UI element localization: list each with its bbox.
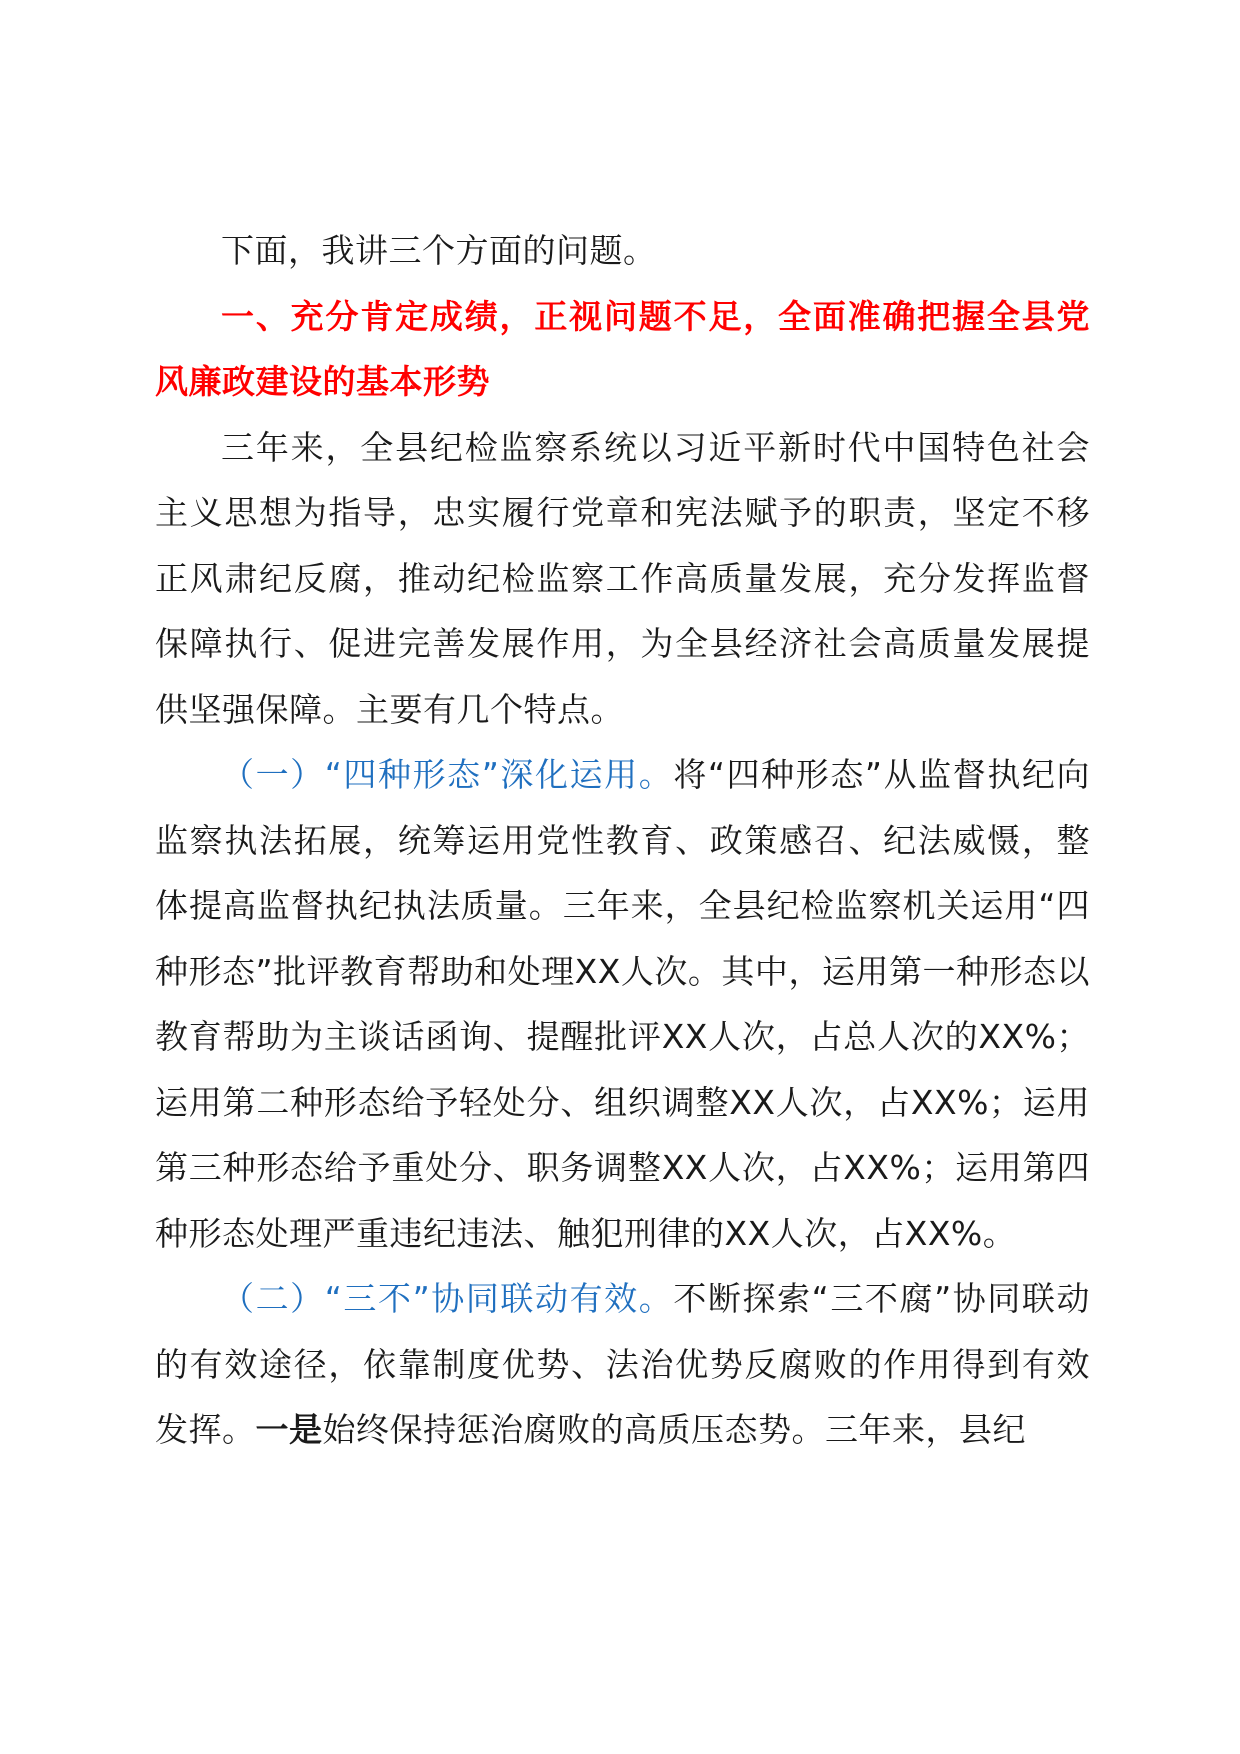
subsection-1-title: （一）“四种形态”深化运用。 <box>221 755 674 794</box>
document-page <box>155 218 1090 1463</box>
intro-paragraph: 下面，我讲三个方面的问题。 <box>221 231 657 270</box>
subsection-2-body: 不断探索“三不腐”协同联动的有效途径，依靠制度优势、法治优势反腐败的作用得到有效发挥。 <box>155 1279 1090 1449</box>
subsection-1-paragraph <box>155 742 1090 1266</box>
subsection-2-paragraph <box>155 1266 1090 1463</box>
subsection-1-body: 将“四种形态”从监督执纪向监察执法拓展，统筹运用党性教育、政策感召、纪法威慑，整体提高监督执纪执法质量。三年来，全县纪检监察机关运用“四种形态”批评教育帮助和处理XX人次。其中，运用第一种形态以教育帮助为主谈话函询、提醒批评XX人次，占总人次的XX%；运用第二种形态给予轻处分、组织调整XX人次，占XX%；运用第三种形态给予重处分、职务调整XX人次，占XX%；运用第四种形态处理严重违纪违法、触犯刑律的XX人次，占XX%。 <box>155 755 1090 1253</box>
subsection-2-title: （二）“三不”协同联动有效。 <box>221 1279 674 1318</box>
section-body-paragraph: 三年来，全县纪检监察系统以习近平新时代中国特色社会主义思想为指导，忠实履行党章和宪法赋予的职责，坚定不移正风肃纪反腐，推动纪检监察工作高质量发展，充分发挥监督保障执行、促进完善发展作用，为全县经济社会高质量发展提供坚强保障。主要有几个特点。 <box>155 427 1090 729</box>
point-1-body: 始终保持惩治腐败的高质压态势。三年来，县纪 <box>322 1410 1026 1449</box>
section-heading: 一、充分肯定成绩，正视问题不足，全面准确把握全县党风廉政建设的基本形势 <box>155 296 1090 401</box>
point-1-label: 一是 <box>255 1410 323 1449</box>
